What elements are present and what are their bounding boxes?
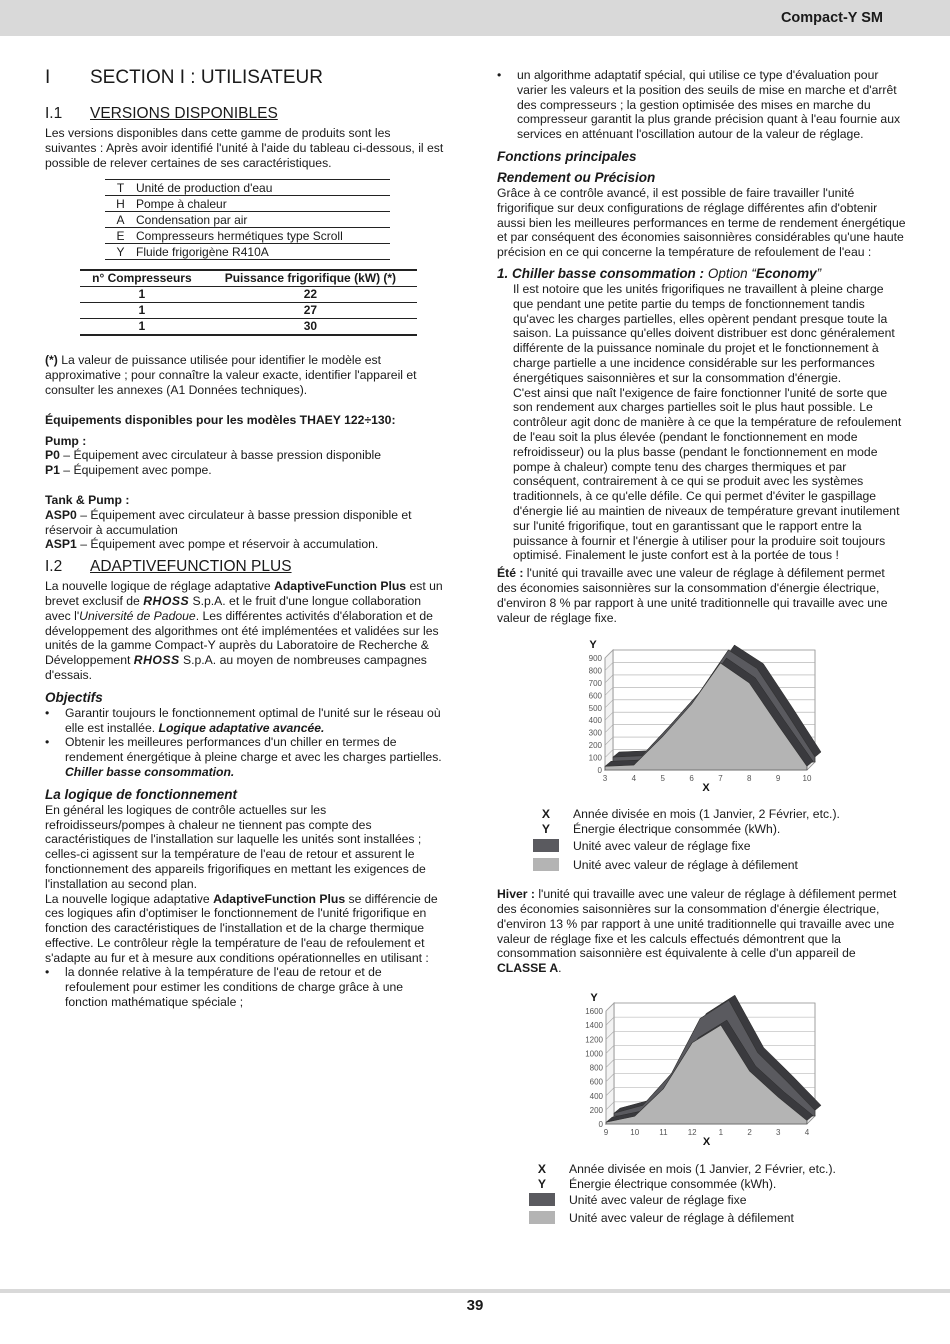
x-tick-label: 7 <box>718 774 723 784</box>
x-tick-label: 9 <box>775 774 781 784</box>
text-run: La nouvelle logique adaptative <box>45 891 214 906</box>
p0-text: – Équipement avec circulateur à basse pression disponible <box>59 448 382 463</box>
text-run: la donnée relative à la température de l'eau de retour et de refoulement pour estimer les conditions de charge grâce à une fonction mathématique spéciale ; <box>65 965 404 1010</box>
legend-key: X <box>537 1162 547 1177</box>
x-tick-label: 8 <box>747 774 752 784</box>
table-row <box>105 196 390 212</box>
code-key: H <box>105 196 136 212</box>
heading-text: ADAPTIVEFUNCTION PLUS <box>90 558 292 576</box>
section-title-text: SECTION I : UTILISATEUR <box>90 67 323 88</box>
section-title <box>45 66 445 90</box>
objective-item <box>45 735 445 779</box>
efficiency-title: Rendement ou Précision <box>497 169 656 185</box>
text-run: La nouvelle logique de réglage adaptative <box>45 579 275 594</box>
table-row <box>105 244 390 260</box>
logic-paragraph: En général les logiques de contrôle actuelles sur les refroidisseurs/pompes à chaleur ne tiennent pas compte des caractéristiques de l'installation sur laquelle les unités sont installées ; celles-ci agissent sur la température de l'eau de retour et assurent le fonctionnement des appareils frigorifiques en mettant les exigences de l'installation au second plan. <box>45 802 426 891</box>
pump-title: Pump : <box>45 433 87 448</box>
table-row <box>105 180 390 196</box>
legend-swatch-sliding <box>533 858 559 871</box>
y-axis-label: Y <box>589 639 597 652</box>
code-key: E <box>105 228 136 244</box>
objective-item <box>45 706 445 736</box>
p1-line <box>45 463 445 478</box>
x-tick-label: 10 <box>802 774 812 784</box>
versions-intro: Les versions disponibles dans cette gamme de produits sont les suivantes : Après avoir identifié l'unité à l'aide du tableau ci-dessous, il est possible de relever certaines de ses caractéristiques. <box>45 126 444 170</box>
text-run: . Les différentes activités d'élaboration et de développement des algorithmes ont été implémentées et validées sur les unités de la gamme Compact-Y auprès du Laboratoire de Recherche & Développement <box>45 608 439 668</box>
adaptive-intro <box>45 579 445 683</box>
x-tick-label: 4 <box>631 774 637 784</box>
x-tick-label: 2 <box>747 1128 752 1138</box>
y-tick-label: 1400 <box>585 1021 603 1031</box>
x-tick-label: 10 <box>630 1128 640 1138</box>
y-tick-label: 700 <box>588 679 602 689</box>
y-tick-label: 600 <box>588 691 602 701</box>
text-run: l'unité qui travaille avec une valeur de réglage à défilement permet des économies saisonnières sur la consommation d'énergie électrique, d'environ 13 % par rapport à une unité traditionnelle qui travaille avec une valeur de réglage fixe et les calculs effectués démontrent que la consommation saisonnière est équivalente à celle d'un appareil de <box>497 887 897 961</box>
page-number: 39 <box>466 1297 484 1314</box>
y-tick-label: 1200 <box>585 1035 603 1045</box>
note-mark: (*) <box>45 353 58 368</box>
x-tick-label: 6 <box>689 774 694 784</box>
y-tick-label: 200 <box>589 1105 603 1115</box>
legend-text: Énergie électrique consommée (kWh). <box>569 1177 777 1192</box>
legend-text: Unité avec valeur de réglage à défilement <box>573 858 798 873</box>
p0-code: P0 <box>45 448 60 463</box>
legend-swatch-fixed <box>529 1193 555 1206</box>
product-name: AdaptiveFunction Plus <box>274 579 407 594</box>
y-tick-label: 800 <box>588 666 602 676</box>
cell-capacity: 30 <box>204 319 417 336</box>
legend-text: Énergie électrique consommée (kWh). <box>573 822 781 837</box>
x-tick-label: 4 <box>804 1128 810 1138</box>
footer-bar <box>0 1289 950 1293</box>
logic-item <box>45 965 445 1009</box>
y-tick-label: 900 <box>588 654 602 664</box>
winter-paragraph <box>497 887 907 976</box>
y-tick-label: 0 <box>597 766 602 776</box>
code-key: Y <box>105 244 136 260</box>
chart-2-legend <box>529 1162 907 1232</box>
table-row <box>105 212 390 228</box>
x-axis-label: X <box>702 1136 711 1149</box>
x-tick-label: 11 <box>659 1128 668 1138</box>
y-tick-label: 0 <box>598 1120 603 1130</box>
cell-capacity: 22 <box>204 287 417 303</box>
emphasis: Logique adaptative avancée. <box>158 720 325 735</box>
header-bar <box>0 0 950 36</box>
winter-label: Hiver : <box>497 887 535 902</box>
y-axis-label: Y <box>590 992 598 1005</box>
y-tick-label: 200 <box>588 741 602 751</box>
asp0-code: ASP0 <box>45 507 77 522</box>
y-tick-label: 1000 <box>585 1049 603 1059</box>
y-tick-label: 800 <box>589 1063 603 1073</box>
y-tick-label: 1600 <box>585 1007 603 1017</box>
code-value: Unité de production d'eau <box>136 180 390 196</box>
text-run: l'unité qui travaille avec une valeur de réglage à défilement permet des économies saisonnières sur la consommation d'énergie électrique, d'environ 8 % par rapport à une unité traditionnelle qui travaille avec une valeur de réglage fixe. <box>497 566 888 625</box>
chart-winter <box>497 990 907 1162</box>
text-run: Option “ <box>707 265 756 281</box>
legend-key: Y <box>537 1177 547 1192</box>
product-name: AdaptiveFunction Plus <box>213 891 346 906</box>
x-tick-label: 9 <box>603 1128 609 1138</box>
equipment-title: Équipements disponibles pour les modèles THAEY 122÷130: <box>45 412 396 427</box>
text-run: Garantir toujours le fonctionnement optimal de l'unité sur le réseau où elle est installée. <box>65 705 441 735</box>
brand-logo: RHOSS <box>143 593 190 608</box>
emphasis: Chiller basse consommation. <box>65 764 235 779</box>
legend-text: Unité avec valeur de réglage fixe <box>573 839 751 854</box>
energy-class: CLASSE A <box>497 961 559 976</box>
x-tick-label: 5 <box>660 774 665 784</box>
legend-text: Unité avec valeur de réglage fixe <box>569 1193 747 1208</box>
x-tick-label: 1 <box>718 1128 724 1138</box>
header-title: Compact-Y SM <box>780 10 883 26</box>
legend-key: Y <box>541 822 551 837</box>
heading-number: I.1 <box>45 105 63 122</box>
code-key: T <box>105 180 136 196</box>
logic-title: La logique de fonctionnement <box>45 786 237 802</box>
section-number: I <box>45 67 51 88</box>
column-header-capacity: Puissance frigorifique (kW) (*) <box>204 270 417 287</box>
asp0-line <box>45 508 445 538</box>
p0-line <box>45 448 445 463</box>
code-key: A <box>105 212 136 228</box>
cell-compressors: 1 <box>80 287 204 303</box>
university-name: Université de Padoue <box>79 608 196 623</box>
x-axis-label: X <box>702 782 710 795</box>
legend-key: X <box>541 807 551 822</box>
note-text: La valeur de puissance utilisée pour identifier le modèle est approximative ; pour connaître la valeur exacte, identifier l'appareil et consulter les annexes (A1 Données techniques). <box>45 353 417 397</box>
code-value: Pompe à chaleur <box>136 196 390 212</box>
cell-compressors: 1 <box>80 319 204 336</box>
y-tick-label: 600 <box>589 1077 603 1087</box>
codes-table <box>105 179 390 260</box>
cell-compressors: 1 <box>80 303 204 319</box>
x-tick-label: 12 <box>687 1128 697 1138</box>
text-run: 1. Chiller basse consommation : <box>497 265 708 281</box>
table-row <box>80 319 417 336</box>
y-tick-label: 100 <box>588 753 602 763</box>
text-run: se différencie de ces logiques afin d'optimiser le fonctionnement de l'unité frigorifique en fonction des caractéristiques de l'installation et de la charge thermique effective. Le contrôleur règle la température de l'eau de refoulement et s'adapte au fur et à mesure aux conditions opérationnelles en utilisant : <box>45 891 438 965</box>
asp1-line <box>45 537 445 552</box>
objectives-title: Objectifs <box>45 689 103 705</box>
chart-summer <box>497 639 907 807</box>
heading-number: I.2 <box>45 558 63 576</box>
efficiency-paragraph: Grâce à ce contrôle avancé, il est possible de faire travailler l'unité frigorifique sur deux configurations de réglage différentes afin d'obtenir aussi bien les meilleures performances en terme de rendement énergétique et par conséquent des économies saisonnières considérables qu'une haute précision en ce qui concerne la température de refoulement de l'eau : <box>497 185 906 260</box>
bullet-icon: • <box>45 735 50 750</box>
legend-text: Année divisée en mois (1 Janvier, 2 Février, etc.). <box>573 807 840 822</box>
table-row <box>105 228 390 244</box>
table-header-row <box>80 270 417 287</box>
y-tick-label: 400 <box>588 716 602 726</box>
text-run: S.p.A. au moyen de nombreuses campagnes d'essais. <box>45 653 427 682</box>
asp0-text: – Équipement avec circulateur à basse pression disponible et réservoir à accumulation <box>45 507 412 537</box>
note-paragraph <box>45 353 445 397</box>
code-value: Compresseurs hermétiques type Scroll <box>136 228 390 244</box>
left-column <box>45 66 445 1010</box>
brand-logo: RHOSS <box>133 653 180 668</box>
code-value: Fluide frigorigène R410A <box>136 244 390 260</box>
heading-adaptive <box>45 557 445 576</box>
table-row <box>80 303 417 319</box>
table-row <box>80 287 417 303</box>
column-header-compressors: n° Compresseurs <box>80 270 204 287</box>
option-name: Economy <box>755 265 817 281</box>
y-tick-label: 300 <box>588 728 602 738</box>
chart-2-wrapper <box>497 990 907 1162</box>
text-run: . <box>558 961 562 976</box>
chart-1-wrapper <box>497 639 907 807</box>
cell-capacity: 27 <box>204 303 417 319</box>
logic-item <box>497 68 907 142</box>
tank-title: Tank & Pump : <box>45 492 130 507</box>
heading-versions <box>45 104 445 123</box>
logic-paragraph-2 <box>45 892 445 966</box>
legend-swatch-fixed <box>533 839 559 852</box>
chiller-paragraph: Il est notoire que les unités frigorifiques ne travaillent à pleine charge que pendant une petite partie du temps de fonctionnement tandis qu'avec les charges partielles, elles opèrent pendant presque toute la saison. La puissance qu'elles doivent distribuer est donc généralement différente de la puissance nominale du projet et le fonctionnement à charge partielle a une incidence considérable sur les performances énergétiques saisonnières et sur la consommation d'énergie. <box>513 281 895 385</box>
y-tick-label: 500 <box>588 704 602 714</box>
chart-side-wall <box>605 650 613 770</box>
right-column <box>497 68 907 1232</box>
text-run: est un brevet exclusif de <box>45 579 443 608</box>
x-tick-label: 3 <box>602 774 608 784</box>
text-run: S.p.A. et le fruit d'une longue collaboration avec l' <box>45 593 422 623</box>
text-run: Obtenir les meilleures performances d'un chiller en termes de rendement énergétique à pleine charge et avec les charges partielles. <box>65 735 442 765</box>
bullet-icon: • <box>497 68 502 82</box>
p1-text: – Équipement avec pompe. <box>59 463 212 478</box>
summer-paragraph <box>497 566 907 625</box>
code-value: Condensation par air <box>136 212 390 228</box>
y-tick-label: 400 <box>589 1091 603 1101</box>
bullet-icon: • <box>45 965 50 980</box>
legend-swatch-sliding <box>529 1211 555 1224</box>
text-run: un algorithme adaptatif spécial, qui utilise ce type d'évaluation pour varier les valeurs et la position des seuils de mise en marche et d'arrêt des compresseurs ; la gestion optimisée des mises en marche du compresseur garantit la plus grande précision quant à l'eau fournie aux services en atténuant l'oscillation autour de la valeur de réglage. <box>517 68 901 142</box>
p1-code: P1 <box>45 463 60 478</box>
chiller-paragraph-2: C'est ainsi que naît l'exigence de faire fonctionner l'unité de sorte que son rendement aux charges partielles soit le plus haut possible. Le contrôleur agit donc de manière à ce que la température de refoulement de l'eau soit la plus élevée (pendant le fonctionnement en mode refroidisseur) ou la plus basse (pendant le fonctionnement en mode pompe à chaleur) compte tenu des charges thermiques et par conséquent, contrairement à ce qui se produit avec les systèmes traditionnels, à ce qu'elle défile. Ce qui permet d'éviter le gaspillage d'énergie lié au maintien de niveaux de température grevant inutilement sur l'unité frigorifique, tout en garantissant que le rapport entre la puissance à fournir et l'énergie à utiliser pour la produire soit toujours optimisé. Finalement le juste confort est à la portée de tous ! <box>513 385 902 563</box>
legend-text: Année divisée en mois (1 Janvier, 2 Février, etc.). <box>569 1162 836 1177</box>
asp1-text: – Équipement avec pompe et réservoir à accumulation. <box>76 537 379 552</box>
summer-label: Été : <box>497 566 524 581</box>
chiller-title <box>497 266 907 282</box>
text-run: ” <box>816 265 822 281</box>
functions-title: Fonctions principales <box>497 148 637 164</box>
asp1-code: ASP1 <box>45 537 77 552</box>
legend-text: Unité avec valeur de réglage à défilement <box>569 1211 794 1226</box>
capacity-table <box>80 269 417 336</box>
bullet-icon: • <box>45 705 50 720</box>
x-tick-label: 3 <box>776 1128 781 1138</box>
chart-1-legend <box>533 807 907 877</box>
heading-text: VERSIONS DISPONIBLES <box>90 105 278 122</box>
